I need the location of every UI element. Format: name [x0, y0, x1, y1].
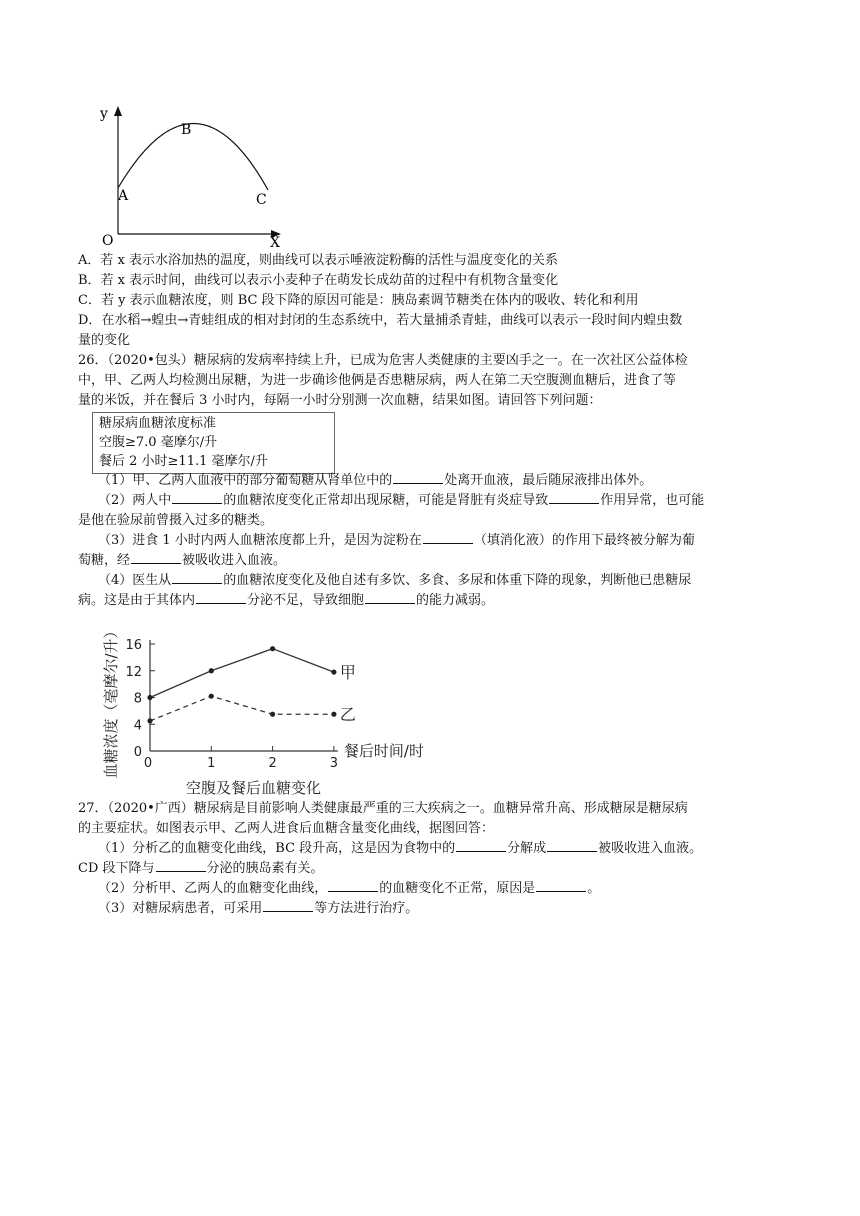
- answer-blank[interactable]: [131, 551, 181, 564]
- q26-stem-line2: 中，甲、乙两人均检测出尿糖，为进一步确诊他俩是否患糖尿病，两人在第二天空腹测血糖后，进食了等: [78, 373, 677, 388]
- q26-sub4-text-e: 的能力减弱。: [416, 593, 495, 608]
- answer-blank[interactable]: [393, 471, 443, 484]
- q26-sub3-line1: [98, 531, 784, 550]
- q26-sub4-text-c: 病。这是由于其体内: [78, 593, 196, 608]
- y-tick-label: 12: [125, 664, 142, 680]
- x-tick-label: 3: [329, 756, 339, 771]
- answer-blank[interactable]: [328, 879, 378, 892]
- q25-option-c: C．若 y 表示血糖浓度，则 BC 段下降的原因可能是：胰岛素调节糖类在体内的吸收、转化和利用: [78, 293, 639, 308]
- q27-sub2: [98, 879, 784, 898]
- data-point: [270, 712, 275, 717]
- standard-fasting: 空腹≥7.0 毫摩尔/升: [99, 435, 218, 450]
- point-a-label: A: [118, 188, 129, 204]
- q25-option-d-cont: 量的变化: [78, 333, 131, 348]
- chart-axes: [150, 640, 338, 751]
- q27-sub1-line1: [98, 839, 784, 858]
- answer-blank[interactable]: [547, 839, 597, 852]
- answer-blank[interactable]: [172, 571, 222, 584]
- q26-sub2-line1: [98, 491, 784, 510]
- answer-blank[interactable]: [172, 491, 222, 504]
- x-tick-label: 2: [268, 756, 277, 771]
- q26-sub3-text-c: 萄糖，经: [78, 553, 131, 568]
- q25-option-d: D．在水稻→蝗虫→青蛙组成的相对封闭的生态系统中，若大量捕杀青蛙，曲线可以表示一段时间内蝗虫数: [78, 313, 683, 328]
- data-point: [147, 695, 152, 700]
- answer-blank[interactable]: [365, 591, 415, 604]
- answer-blank[interactable]: [423, 531, 473, 544]
- q26-sub3-text-b: （填消化液）的作用下最终被分解为葡: [473, 533, 695, 548]
- q27-sub3-text-b: 等方法进行治疗。: [314, 901, 419, 916]
- series-line-2: [150, 696, 334, 721]
- chart-series: [147, 646, 356, 724]
- q26-sub4-text-b: 的血糖浓度变化及他自述有多饮、多食、多尿和体重下降的现象，判断他已患糖尿: [223, 573, 692, 588]
- q26-sub3-line2: [78, 551, 784, 570]
- origin-label: O: [102, 233, 114, 248]
- q27-sub1-text-a: （1）分析乙的血糖变化曲线，BC 段升高，这是因为食物中的: [98, 841, 456, 856]
- point-c-label: C: [256, 192, 267, 208]
- data-point: [270, 646, 275, 651]
- q26-sub1-text-b: 处离开血液，最后随尿液排出体外。: [444, 473, 653, 488]
- series-line-1: [150, 649, 334, 698]
- q26-sub2-text-a: （2）两人中: [98, 493, 172, 508]
- q27-sub3: [98, 899, 784, 918]
- data-point: [331, 712, 336, 717]
- q26-sub4-line1: [98, 571, 784, 590]
- q26-sub4-line2: [78, 591, 784, 610]
- q27-sub1-text-e: 分泌的胰岛素有关。: [206, 861, 324, 876]
- data-point: [209, 668, 214, 673]
- y-axis-arrow: [114, 106, 122, 116]
- blood-glucose-chart: [96, 615, 446, 800]
- q27-sub3-text-a: （3）对糖尿病患者，可采用: [98, 901, 263, 916]
- q26-sub3-text-a: （3）进食 1 小时内两人血糖浓度都上升，是因为淀粉在: [98, 533, 422, 548]
- q27-sub2-text-b: 的血糖变化不正常，原因是: [379, 881, 536, 896]
- answer-blank[interactable]: [536, 879, 586, 892]
- y-tick-label: 0: [133, 745, 142, 760]
- curve-figure: [90, 98, 290, 248]
- chart-title: 空腹及餐后血糖变化: [186, 779, 322, 797]
- q26-sub1: [98, 471, 784, 490]
- q26-sub4-text-a: （4）医生从: [98, 573, 172, 588]
- x-tick-label: 1: [207, 756, 216, 771]
- q27-stem-line2: 的主要症状。如图表示甲、乙两人进食后血糖含量变化曲线，据图回答：: [78, 821, 495, 836]
- q26-sub4-text-d: 分泌不足，导致细胞: [247, 593, 365, 608]
- q25-option-a: A．若 x 表示水浴加热的温度，则曲线可以表示唾液淀粉酶的活性与温度变化的关系: [78, 253, 558, 268]
- q26-sub2-line2: 是他在验尿前曾摄入过多的糖类。: [78, 513, 274, 528]
- q26-sub3-text-d: 被吸收进入血液。: [182, 553, 287, 568]
- x-tick-label: 0: [143, 756, 153, 771]
- q27-sub1-text-b: 分解成: [507, 841, 547, 856]
- point-b-label: B: [181, 122, 192, 138]
- q26-sub1-text-a: （1）甲、乙两人血液中的部分葡萄糖从肾单位中的: [98, 473, 393, 488]
- chart-y-label: 血糖浓度（毫摩尔/升）: [102, 623, 120, 779]
- q27-sub1-text-d: CD 段下降与: [78, 861, 155, 876]
- q26-sub2-text-c: 作用异常，也可能: [600, 493, 705, 508]
- axis-x-label: X: [270, 235, 280, 248]
- y-tick-label: 8: [133, 691, 142, 707]
- diabetes-standard-box: [92, 412, 335, 474]
- answer-blank[interactable]: [456, 839, 506, 852]
- q27-sub2-text-a: （2）分析甲、乙两人的血糖变化曲线，: [98, 881, 328, 896]
- data-point: [209, 694, 214, 699]
- q27-sub2-text-c: 。: [587, 881, 601, 896]
- standard-title: 糖尿病血糖浓度标准: [99, 416, 217, 431]
- answer-blank[interactable]: [156, 859, 206, 872]
- data-point: [147, 718, 152, 723]
- q27-sub1-text-c: 被吸收进入血液。: [598, 841, 703, 856]
- curve-line: [118, 123, 268, 190]
- data-point: [331, 669, 336, 674]
- axis-y-label: y: [100, 106, 108, 122]
- chart-x-label: 餐后时间/时: [343, 742, 424, 760]
- series-label: 乙: [339, 705, 356, 725]
- y-tick-label: 4: [133, 718, 142, 734]
- q27-sub1-line2: [78, 859, 784, 878]
- answer-blank[interactable]: [196, 591, 246, 604]
- q27-stem-line1: 27．（2020•广西）糖尿病是目前影响人类健康最严重的三大疾病之一。血糖异常升高、形成糖尿是糖尿病: [78, 801, 688, 816]
- standard-postmeal: 餐后 2 小时≥11.1 毫摩尔/升: [99, 454, 268, 469]
- q26-stem-line3: 量的米饭，并在餐后 3 小时内，每隔一小时分别测一次血糖，结果如图。请回答下列问题：: [78, 393, 602, 408]
- q25-option-b: B．若 x 表示时间，曲线可以表示小麦种子在萌发长成幼苗的过程中有机物含量变化: [78, 273, 559, 288]
- answer-blank[interactable]: [263, 899, 313, 912]
- q26-stem-line1: 26．（2020•包头）糖尿病的发病率持续上升，已成为危害人类健康的主要凶手之一。在一次社区公益体检: [78, 353, 688, 368]
- y-tick-label: 16: [125, 638, 142, 653]
- q26-sub2-text-b: 的血糖浓度变化正常却出现尿糖，可能是肾脏有炎症导致: [223, 493, 549, 508]
- series-label: 甲: [339, 663, 356, 683]
- answer-blank[interactable]: [549, 491, 599, 504]
